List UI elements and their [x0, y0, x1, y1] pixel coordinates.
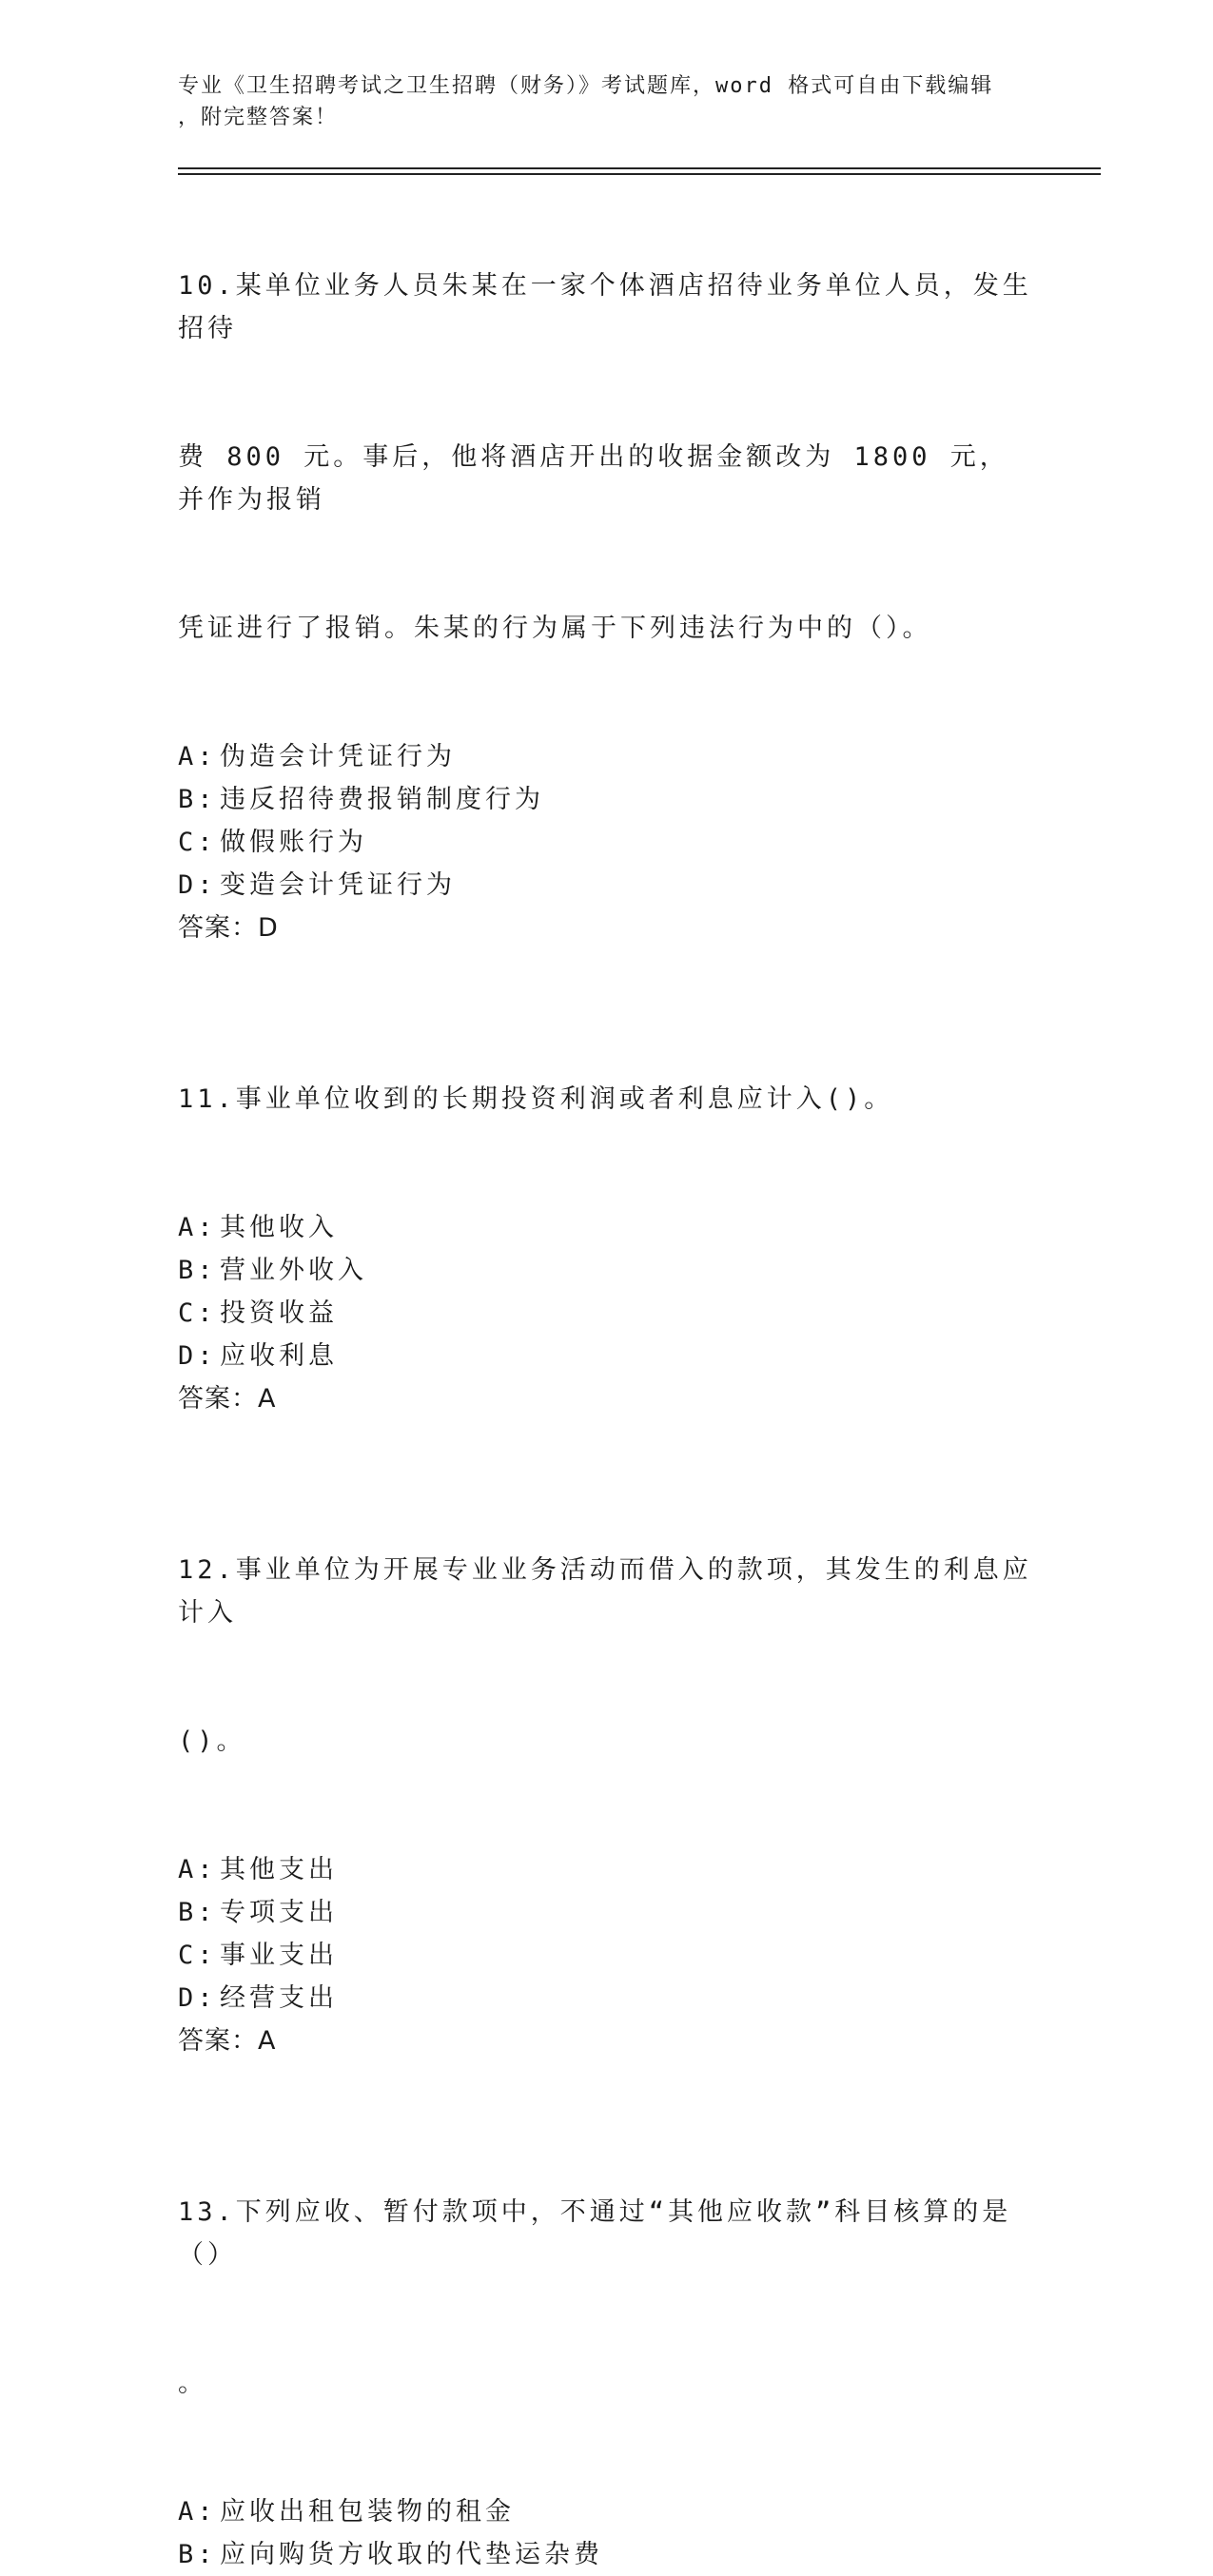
question-12	[178, 1463, 1034, 2062]
option-key: A:	[178, 742, 217, 771]
option-a	[178, 1206, 1034, 1249]
document-header	[178, 70, 1034, 133]
header-divider-bottom	[178, 173, 1101, 175]
option-d	[178, 864, 1034, 907]
option-b	[178, 1891, 1034, 1934]
option-text: 经营支出	[220, 1983, 338, 2013]
question-stem	[178, 179, 1034, 735]
option-c	[178, 821, 1034, 864]
option-text: 投资收益	[220, 1298, 338, 1328]
spacer	[178, 949, 1034, 992]
option-b	[178, 1249, 1034, 1292]
option-b	[178, 2533, 1034, 2576]
option-d	[178, 1977, 1034, 2020]
option-text: 事业支出	[220, 1941, 338, 1970]
option-a	[178, 735, 1034, 778]
option-text: 其他收入	[220, 1213, 338, 1242]
option-text: 违反招待费报销制度行为	[220, 785, 544, 814]
question-13	[178, 2105, 1034, 2576]
option-text: 专项支出	[220, 1898, 338, 1927]
option-key: A:	[178, 2497, 217, 2527]
option-b	[178, 778, 1034, 821]
option-key: D:	[178, 1983, 217, 2013]
option-text: 变造会计凭证行为	[220, 870, 456, 900]
spacer	[178, 1420, 1034, 1463]
stem-line: 10.某单位业务人员朱某在一家个体酒店招待业务单位人员，发生招待	[178, 271, 1032, 343]
question-stem	[178, 992, 1034, 1206]
stem-line: 13.下列应收、暂付款项中，不通过“其他应收款”科目核算的是（）	[178, 2197, 1012, 2270]
header-line-1: 专业《卫生招聘考试之卫生招聘（财务）》考试题库，word 格式可自由下载编辑	[178, 74, 994, 98]
header-divider-top	[178, 167, 1101, 169]
option-key: B:	[178, 785, 217, 814]
option-key: A:	[178, 1855, 217, 1884]
spacer	[178, 2062, 1034, 2105]
option-text: 应收出租包装物的租金	[220, 2497, 515, 2527]
question-11	[178, 992, 1034, 1420]
question-10	[178, 179, 1034, 949]
option-c	[178, 1292, 1034, 1335]
option-key: D:	[178, 870, 217, 900]
option-key: D:	[178, 1341, 217, 1371]
stem-line: 12.事业单位为开展专业业务活动而借入的款项，其发生的利息应计入	[178, 1555, 1032, 1628]
option-d	[178, 1335, 1034, 1377]
question-stem	[178, 1463, 1034, 1848]
stem-line: 费 800 元。事后，他将酒店开出的收据金额改为 1800 元，并作为报销	[178, 442, 1009, 515]
option-text: 伪造会计凭证行为	[220, 742, 456, 771]
option-a	[178, 1848, 1034, 1891]
option-key: C:	[178, 828, 217, 857]
question-list	[178, 179, 1034, 2576]
header-line-2: ，附完整答案！	[178, 106, 339, 129]
answer: 答案：A	[178, 2026, 277, 2056]
option-key: A:	[178, 1213, 217, 1242]
stem-line: 凭证进行了报销。朱某的行为属于下列违法行为中的（）。	[178, 614, 932, 643]
option-text: 营业外收入	[220, 1256, 367, 1285]
option-key: C:	[178, 1298, 217, 1328]
answer: 答案：D	[178, 913, 279, 943]
option-key: B:	[178, 1256, 217, 1285]
stem-line: 11.事业单位收到的长期投资利润或者利息应计入()。	[178, 1084, 894, 1114]
option-text: 应收利息	[220, 1341, 338, 1371]
option-text: 做假账行为	[220, 828, 367, 857]
question-stem	[178, 2105, 1034, 2490]
option-key: B:	[178, 2540, 217, 2569]
stem-line: 。	[178, 2369, 207, 2398]
option-c	[178, 1934, 1034, 1977]
option-key: C:	[178, 1941, 217, 1970]
option-a	[178, 2490, 1034, 2533]
option-key: B:	[178, 1898, 217, 1927]
option-text: 应向购货方收取的代垫运杂费	[220, 2540, 603, 2569]
answer: 答案：A	[178, 1384, 277, 1414]
option-text: 其他支出	[220, 1855, 338, 1884]
stem-line: ()。	[178, 1727, 246, 1756]
